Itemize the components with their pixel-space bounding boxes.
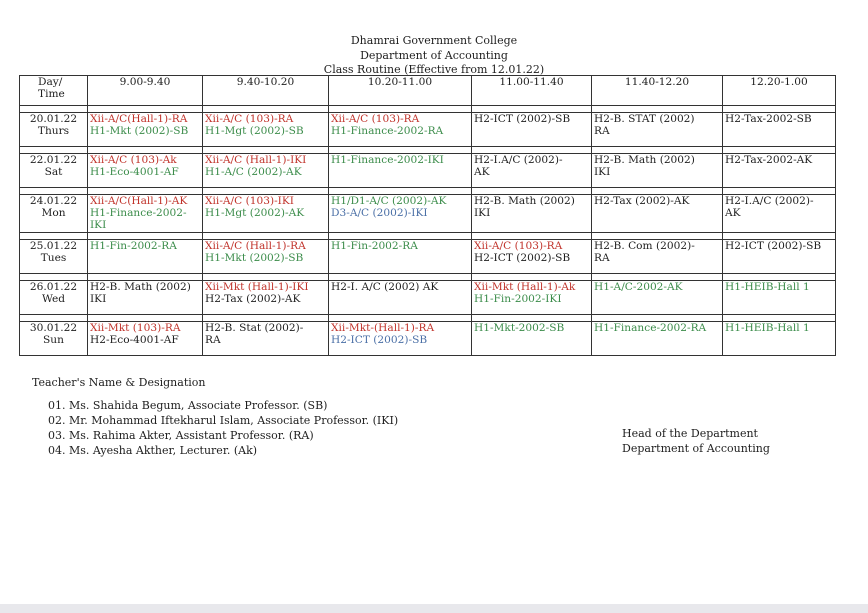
class-cell	[592, 195, 723, 233]
signature-title: Head of the Department	[622, 427, 758, 440]
class-routine-table	[19, 75, 836, 356]
class-cell	[88, 239, 203, 273]
spacer-cell	[20, 147, 88, 154]
date-label: 26.01.22	[29, 280, 78, 293]
class-entry: Xii-Mkt (Hall-1)-Ak	[474, 280, 576, 293]
date-label: 25.01.22	[29, 239, 78, 252]
class-cell	[203, 113, 329, 147]
class-entry: Xii-A/C (103)-Ak	[90, 154, 177, 166]
spacer-cell	[20, 314, 88, 321]
bottom-scroll-bar	[0, 604, 868, 613]
class-entry: Xii-A/C (103)-IKI	[205, 195, 294, 207]
class-cell	[592, 280, 723, 314]
day-header-label: Day/	[38, 76, 63, 88]
class-entry: H2-B. Stat (2002)-	[205, 321, 304, 334]
class-entry: H2-ICT (2002)-SB	[331, 333, 428, 346]
class-entry: H2-ICT (2002)-SB	[474, 251, 571, 264]
class-entry: H2-Tax-2002-AK	[725, 154, 813, 166]
class-entry: H2-Tax (2002)-AK	[205, 292, 301, 305]
class-entry: H1-A/C-2002-AK	[594, 280, 683, 293]
class-cell	[329, 195, 472, 233]
class-entry: AK	[474, 166, 490, 179]
class-entry: H2-I.A/C (2002)-	[725, 195, 814, 207]
row-spacer	[20, 314, 836, 321]
table-row	[20, 154, 836, 188]
class-entry: H2-Tax-2002-SB	[725, 113, 812, 125]
class-cell	[472, 239, 592, 273]
class-entry: H2-ICT (2002)-SB	[725, 239, 822, 252]
row-spacer	[20, 273, 836, 280]
routine-title: Class Routine (Effective from 12.01.22)	[323, 63, 545, 76]
class-entry: Xii-Mkt-(Hall-1)-RA	[331, 321, 435, 334]
day-cell	[20, 113, 88, 147]
spacer-cell	[472, 314, 592, 321]
class-entry: IKI	[474, 207, 491, 220]
document-header	[0, 34, 868, 78]
class-entry: H1-Fin-2002-IKI	[474, 292, 562, 305]
teacher-item: 04. Ms. Ayesha Akther, Lecturer. (Ak)	[48, 444, 258, 457]
spacer-cell	[88, 232, 203, 239]
spacer-cell	[472, 273, 592, 280]
class-entry: Xii-Mkt (103)-RA	[90, 321, 181, 334]
spacer-cell	[592, 188, 723, 195]
date-label: 20.01.22	[29, 113, 78, 125]
table-row	[20, 195, 836, 233]
class-entry: D3-A/C (2002)-IKI	[331, 207, 428, 220]
class-entry: H2-ICT (2002)-SB	[474, 113, 571, 125]
class-entry: H1-Finance-2002-	[90, 207, 187, 220]
table-row	[20, 113, 836, 147]
spacer-cell	[472, 106, 592, 113]
class-entry: Xii-A/C(Hall-1)-RA	[90, 113, 188, 125]
day-cell	[20, 280, 88, 314]
day-cell	[20, 239, 88, 273]
class-entry: H2-B. STAT (2002)	[594, 113, 695, 125]
table-row	[20, 321, 836, 355]
class-entry: H1-Finance-2002-RA	[594, 321, 707, 334]
class-entry: H1-HEIB-Hall 1	[725, 321, 810, 334]
spacer-cell	[203, 188, 329, 195]
teacher-item: 01. Ms. Shahida Begum, Associate Professor. (SB)	[48, 399, 328, 412]
class-entry: H2-B. Com (2002)-	[594, 239, 695, 252]
class-entry: H2-I. A/C (2002) AK	[331, 280, 439, 293]
spacer-cell	[88, 147, 203, 154]
class-entry: RA	[594, 125, 610, 138]
class-cell	[88, 280, 203, 314]
class-entry: AK	[725, 207, 741, 220]
spacer-cell	[723, 314, 836, 321]
row-spacer	[20, 188, 836, 195]
spacer-cell	[20, 106, 88, 113]
spacer-cell	[329, 106, 472, 113]
spacer-cell	[329, 314, 472, 321]
spacer-cell	[723, 147, 836, 154]
class-cell	[329, 239, 472, 273]
class-cell	[723, 113, 836, 147]
time-slot-header: 11.00-11.40	[472, 76, 592, 106]
teacher-list	[32, 398, 398, 458]
class-entry: RA	[205, 333, 221, 346]
class-entry: H1-Fin-2002-RA	[331, 239, 418, 252]
class-entry: H2-B. Math (2002)	[90, 280, 191, 293]
spacer-cell	[329, 188, 472, 195]
class-cell	[723, 195, 836, 233]
spacer-cell	[472, 188, 592, 195]
time-slot-header: 10.20-11.00	[329, 76, 472, 106]
class-cell	[592, 113, 723, 147]
spacer-cell	[203, 273, 329, 280]
table-header-row	[20, 76, 836, 106]
weekday-label: Sun	[43, 333, 64, 346]
class-entry: Xii-A/C (103)-RA	[331, 113, 420, 125]
class-cell	[723, 321, 836, 355]
class-cell	[88, 113, 203, 147]
spacer-cell	[592, 232, 723, 239]
day-time-header	[20, 76, 88, 106]
date-label: 24.01.22	[29, 195, 78, 207]
class-cell	[203, 321, 329, 355]
spacer-cell	[329, 147, 472, 154]
spacer-cell	[88, 314, 203, 321]
day-cell	[20, 154, 88, 188]
spacer-cell	[723, 273, 836, 280]
class-cell	[723, 239, 836, 273]
class-entry: H1-Finance-2002-RA	[331, 125, 444, 138]
class-entry: H1/D1-A/C (2002)-AK	[331, 195, 447, 207]
class-cell	[203, 280, 329, 314]
class-entry: H2-B. Math (2002)	[474, 195, 575, 207]
spacer-cell	[203, 232, 329, 239]
row-spacer	[20, 147, 836, 154]
class-cell	[592, 154, 723, 188]
class-entry: H1-Eco-4001-AF	[90, 166, 179, 179]
row-spacer	[20, 232, 836, 239]
class-cell	[723, 154, 836, 188]
class-entry: Xii-A/C (Hall-1)-RA	[205, 239, 306, 252]
class-entry: IKI	[594, 166, 611, 179]
time-header-label: Time	[38, 88, 65, 101]
class-entry: IKI	[90, 292, 107, 305]
class-cell	[592, 239, 723, 273]
spacer-cell	[20, 188, 88, 195]
class-entry: H2-Tax (2002)-AK	[594, 195, 690, 207]
class-cell	[203, 154, 329, 188]
signature-department: Department of Accounting	[622, 441, 770, 455]
spacer-cell	[20, 232, 88, 239]
class-entry: H1-Mgt (2002)-SB	[205, 125, 304, 138]
class-entry: Xii-A/C (103)-RA	[205, 113, 294, 125]
class-cell	[88, 321, 203, 355]
spacer-cell	[592, 314, 723, 321]
class-entry: H2-B. Math (2002)	[594, 154, 695, 166]
routine-body	[20, 106, 836, 356]
weekday-label: Tues	[40, 251, 67, 264]
teacher-list-title: Teacher's Name & Designation	[32, 376, 206, 389]
spacer-cell	[723, 232, 836, 239]
time-slot-header: 12.20-1.00	[723, 76, 836, 106]
teacher-item: 03. Ms. Rahima Akter, Assistant Professor. (RA)	[48, 429, 314, 442]
weekday-label: Mon	[41, 207, 66, 220]
class-entry: H1-Mkt-2002-SB	[474, 321, 565, 334]
class-entry: Xii-Mkt (Hall-1)-IKI	[205, 280, 309, 293]
date-label: 22.01.22	[29, 154, 78, 166]
weekday-label: Wed	[41, 292, 66, 305]
time-slot-header: 11.40-12.20	[592, 76, 723, 106]
spacer-cell	[592, 147, 723, 154]
class-cell	[88, 195, 203, 233]
class-entry: IKI	[90, 219, 107, 232]
day-cell	[20, 195, 88, 233]
class-entry: Xii-A/C (Hall-1)-IKI	[205, 154, 307, 166]
weekday-label: Sat	[44, 166, 63, 179]
row-spacer	[20, 106, 836, 113]
spacer-cell	[329, 273, 472, 280]
time-slot-header: 9.40-10.20	[203, 76, 329, 106]
class-entry: H1-Mkt (2002)-SB	[90, 125, 189, 138]
spacer-cell	[88, 106, 203, 113]
class-cell	[88, 154, 203, 188]
spacer-cell	[472, 147, 592, 154]
college-name: Dhamrai Government College	[350, 34, 518, 47]
class-cell	[329, 154, 472, 188]
class-entry: H1-A/C (2002)-AK	[205, 166, 302, 179]
department-head-signature	[622, 427, 770, 456]
class-cell	[472, 113, 592, 147]
date-label: 30.01.22	[29, 321, 78, 334]
class-cell	[472, 280, 592, 314]
class-cell	[472, 321, 592, 355]
spacer-cell	[723, 188, 836, 195]
class-entry: H1-Fin-2002-RA	[90, 239, 177, 252]
time-slot-header: 9.00-9.40	[88, 76, 203, 106]
day-cell	[20, 321, 88, 355]
teacher-list-section	[32, 375, 398, 458]
spacer-cell	[203, 314, 329, 321]
spacer-cell	[329, 232, 472, 239]
class-entry: H2-I.A/C (2002)-	[474, 154, 563, 166]
class-entry: Xii-A/C(Hall-1)-AK	[90, 195, 188, 207]
class-entry: RA	[594, 251, 610, 264]
class-cell	[203, 195, 329, 233]
class-cell	[329, 280, 472, 314]
spacer-cell	[472, 232, 592, 239]
class-entry: Xii-A/C (103)-RA	[474, 239, 563, 252]
class-cell	[329, 321, 472, 355]
class-entry: H1-Finance-2002-IKI	[331, 154, 444, 166]
teacher-item: 02. Mr. Mohammad Iftekharul Islam, Associate Professor. (IKI)	[48, 414, 399, 427]
class-cell	[472, 154, 592, 188]
class-entry: H1-HEIB-Hall 1	[725, 280, 810, 293]
department-name: Department of Accounting	[360, 48, 508, 62]
class-cell	[203, 239, 329, 273]
spacer-cell	[592, 106, 723, 113]
class-entry: H2-Eco-4001-AF	[90, 333, 179, 346]
class-cell	[329, 113, 472, 147]
spacer-cell	[203, 106, 329, 113]
class-cell	[592, 321, 723, 355]
class-cell	[472, 195, 592, 233]
spacer-cell	[20, 273, 88, 280]
spacer-cell	[203, 147, 329, 154]
table-row	[20, 239, 836, 273]
class-entry: H1-Mkt (2002)-SB	[205, 251, 304, 264]
class-entry: H1-Mgt (2002)-AK	[205, 207, 305, 220]
spacer-cell	[88, 273, 203, 280]
weekday-label: Thurs	[37, 125, 70, 138]
table-row	[20, 280, 836, 314]
spacer-cell	[592, 273, 723, 280]
spacer-cell	[88, 188, 203, 195]
spacer-cell	[723, 106, 836, 113]
class-cell	[723, 280, 836, 314]
